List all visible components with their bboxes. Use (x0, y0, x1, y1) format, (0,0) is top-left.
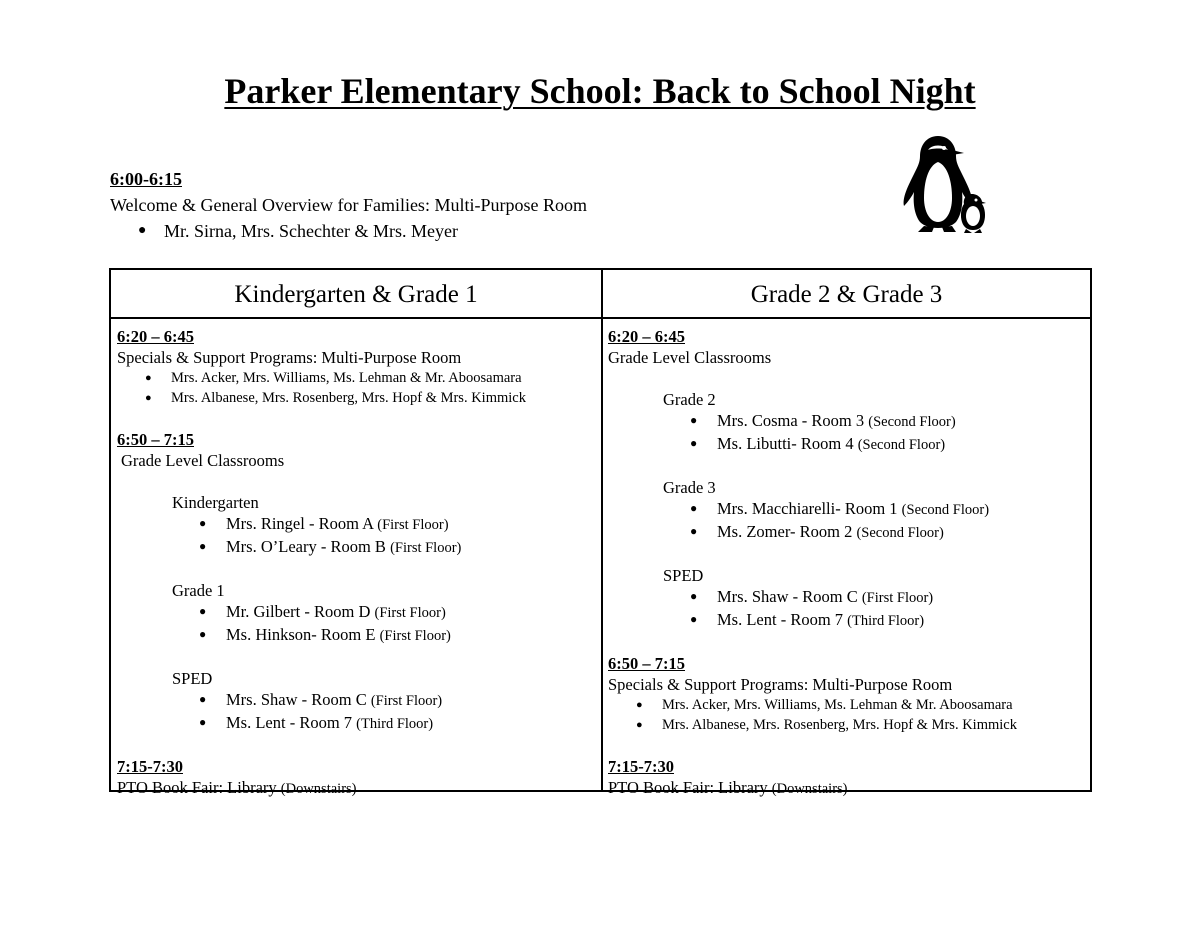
bullet-icon: ● (145, 392, 152, 404)
session-description: PTO Book Fair: Library (117, 778, 277, 797)
group-title: SPED (663, 566, 704, 585)
list-item (608, 433, 1086, 456)
session-description-line (608, 777, 1086, 800)
teacher-room: Mrs. Macchiarelli- Room 1 (717, 499, 898, 518)
floor-note: (First Floor) (374, 605, 446, 621)
specials-staff-list (608, 695, 1086, 735)
list-item (608, 586, 1086, 609)
group-title: Kindergarten (172, 493, 259, 512)
teacher-list (117, 513, 595, 559)
teacher-room: Ms. Lent - Room 7 (226, 713, 353, 732)
teacher-room: Mrs. Ringel - Room A (226, 514, 374, 533)
teacher-room: Ms. Lent - Room 7 (717, 610, 844, 629)
staff-names: Mrs. Acker, Mrs. Williams, Ms. Lehman & Mr. Aboosamara (662, 697, 1013, 713)
bullet-icon: ● (636, 719, 643, 731)
list-item (608, 521, 1086, 544)
column-heading-k1: Kindergarten & Grade 1 (234, 281, 478, 308)
bullet-icon: ● (199, 516, 207, 530)
bullet-icon: ● (199, 627, 207, 641)
session-description: Grade Level Classrooms (608, 348, 772, 367)
bullet-icon: ● (138, 223, 147, 238)
column-divider (601, 270, 603, 790)
teacher-room: Mrs. O’Leary - Room B (226, 537, 386, 556)
intro-description: Welcome & General Overview for Families: Multi-Purpose Room (110, 195, 587, 215)
time-label: 6:50 – 7:15 (608, 654, 685, 673)
bullet-icon: ● (690, 524, 698, 538)
time-label: 6:20 – 6:45 (608, 327, 685, 346)
list-item (608, 609, 1086, 632)
location-note: (Downstairs) (280, 781, 357, 797)
floor-note: (Second Floor) (857, 437, 946, 453)
floor-note: (First Floor) (861, 590, 934, 606)
intro-hosts-list (110, 218, 870, 244)
floor-note: (Third Floor) (847, 613, 925, 629)
floor-note: (First Floor) (390, 540, 462, 556)
bullet-icon: ● (145, 372, 152, 384)
location-note: (Downstairs) (771, 781, 848, 797)
group-title: Grade 1 (172, 581, 225, 600)
bullet-icon: ● (690, 501, 698, 515)
time-label: 7:15-7:30 (117, 757, 183, 776)
bullet-icon: ● (199, 604, 207, 618)
time-label: 7:15-7:30 (608, 757, 674, 776)
bullet-icon: ● (690, 413, 698, 427)
floor-note: (Second Floor) (868, 414, 956, 430)
staff-names: Mrs. Acker, Mrs. Williams, Ms. Lehman & Mr. Aboosamara (171, 370, 522, 386)
list-item (608, 498, 1086, 521)
header-divider (111, 317, 1090, 319)
teacher-list (117, 601, 595, 647)
specials-staff-list (117, 368, 595, 408)
bullet-icon: ● (199, 539, 207, 553)
time-label: 6:20 – 6:45 (117, 327, 194, 346)
session-description: PTO Book Fair: Library (608, 778, 768, 797)
list-item (608, 715, 1086, 735)
page-title: Parker Elementary School: Back to School Night (224, 71, 976, 111)
bullet-icon: ● (199, 715, 207, 729)
floor-note: (Second Floor) (901, 502, 990, 518)
list-item (117, 388, 595, 408)
list-item (117, 513, 595, 536)
floor-note: (First Floor) (370, 693, 443, 709)
floor-note: (Second Floor) (856, 525, 944, 541)
teacher-room: Mrs. Shaw - Room C (717, 587, 858, 606)
teacher-room: Ms. Hinkson- Room E (226, 625, 376, 644)
session-description: Specials & Support Programs: Multi-Purpose Room (608, 675, 953, 694)
list-item (110, 218, 870, 244)
floor-note: (Third Floor) (356, 716, 434, 732)
list-item (117, 624, 595, 647)
session-description-line (117, 777, 595, 800)
bullet-icon: ● (690, 589, 698, 603)
schedule-table (109, 268, 1092, 797)
teacher-list (608, 586, 1086, 632)
column-body-g23 (608, 326, 1086, 800)
group-title: SPED (172, 669, 213, 688)
time-label: 6:50 – 7:15 (117, 430, 194, 449)
teacher-room: Mr. Gilbert - Room D (226, 602, 371, 621)
staff-names: Mrs. Albanese, Mrs. Rosenberg, Mrs. Hopf & Mrs. Kimmick (171, 390, 526, 406)
bullet-icon: ● (636, 699, 643, 711)
teacher-list (608, 410, 1086, 456)
intro-host: Mr. Sirna, Mrs. Schechter & Mrs. Meyer (164, 221, 458, 241)
list-item (117, 368, 595, 388)
list-item (117, 689, 595, 712)
floor-note: (First Floor) (377, 517, 449, 533)
column-body-k1 (117, 326, 595, 800)
list-item (117, 712, 595, 735)
teacher-room: Mrs. Shaw - Room C (226, 690, 367, 709)
teacher-room: Ms. Zomer- Room 2 (717, 522, 853, 541)
group-title: Grade 3 (663, 478, 716, 497)
column-heading-g23: Grade 2 & Grade 3 (750, 281, 943, 308)
session-description: Grade Level Classrooms (121, 451, 285, 470)
teacher-room: Ms. Libutti- Room 4 (717, 434, 854, 453)
staff-names: Mrs. Albanese, Mrs. Rosenberg, Mrs. Hopf & Mrs. Kimmick (662, 717, 1017, 733)
bullet-icon: ● (690, 436, 698, 450)
teacher-list (117, 689, 595, 735)
teacher-room: Mrs. Cosma - Room 3 (717, 411, 865, 430)
teacher-list (608, 498, 1086, 544)
list-item (117, 536, 595, 559)
bullet-icon: ● (199, 692, 207, 706)
session-description: Specials & Support Programs: Multi-Purpose Room (117, 348, 462, 367)
list-item (608, 695, 1086, 715)
floor-note: (First Floor) (379, 628, 451, 644)
bullet-icon: ● (690, 612, 698, 626)
intro-section (110, 166, 870, 244)
group-title: Grade 2 (663, 390, 716, 409)
list-item (117, 601, 595, 624)
penguin-with-chick-icon (898, 132, 990, 236)
list-item (608, 410, 1086, 433)
intro-time: 6:00-6:15 (110, 169, 182, 189)
